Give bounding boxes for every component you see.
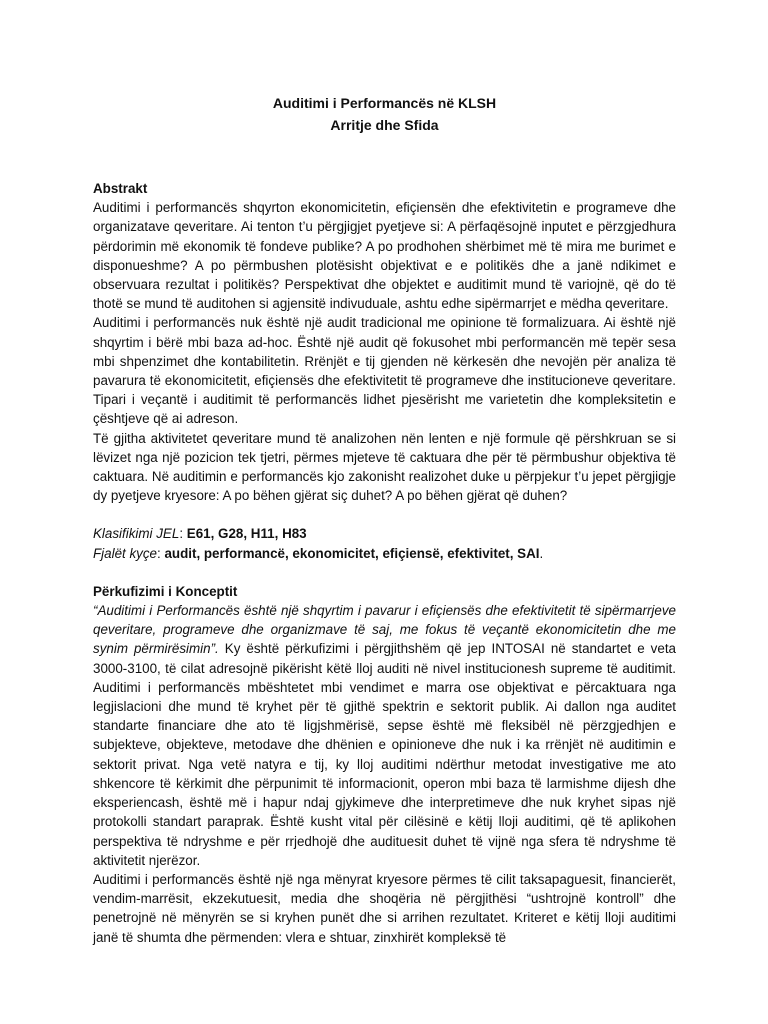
concept-paragraph-1-text: Ky është përkufizimi i përgjithshëm që jep INTOSAI në standartet e veta 3000-3100, të cilat adresojnë pikërisht këtë lloj auditi në nivel institucionesh supreme të auditimit. Auditimi i performancës mbështetet mbi vendimet e marra ose objektivat e përcaktuara nga legjislacioni dhe mund të kryhet për të gjithë spektrin e sektorit publik. Ai dallon nga auditet standarte financiare dhe ato të ligjshmërisë, sepse është më fleksibël në përzgjedhjen e subjekteve, objekteve, metodave dhe dhënien e opinioneve dhe nuk i ka rrënjët në auditimin e sektorit privat. Nga vetë natyra e tij, ky lloj auditimi ndërthur metodat investigative me ato shkencore të kërkimit dhe përpunimit të informacionit, operon mbi baza të larmishme dijesh dhe eksperiencash, është më i hapur ndaj gjykimeve dhe interpretimeve dhe nuk kryhet sipas një protokolli standart paraprak. Është kusht vital për cilësinë e këtij lloji auditimi, që të aplikohen perspektiva të ndryshme e për rrjedhojë dhe audituesit duhet të vijnë nga sfera të ndryshme të aktivitetit njerëzor. xyxy=(93,641,676,868)
keywords-separator: : xyxy=(157,545,165,561)
document-page xyxy=(93,93,676,947)
keywords-label: Fjalët kyçe xyxy=(93,545,157,561)
abstract-section xyxy=(93,179,676,505)
title-line-2: Arritje dhe Sfida xyxy=(330,116,439,133)
concept-section xyxy=(93,582,676,947)
jel-label: Klasifikimi JEL xyxy=(93,526,180,542)
spacer xyxy=(93,563,676,582)
abstract-paragraph-2: Auditimi i performancës nuk është një audit tradicional me opinione të formalizuara. Ai është një shqyrtim i bërë mbi baza ad-hoc. Është një audit që fokusohet mbi performancën më tepër sesa mbi shpenzimet dhe kontabilitetin. Rrënjët e tij gjenden në kërkesën dhe nevojën për analiza të pavarura të ekonomicitetit, efiçiensës dhe efektivitetit të programeve dhe institucioneve qeveritare. Tipari i veçantë i auditimit të performancës lidhet pjesërisht me varietetin dhe kompleksitetin e çështjeve që ai adreson. xyxy=(93,315,676,427)
title-line-1: Auditimi i Performancës në KLSH xyxy=(272,95,497,111)
intosai-quote: “Auditimi i Performancës është një shqyrtim i pavarur i efiçiensës dhe efektivitetit të sipërmarrjeve qeveritare, programeve dhe organizmave të saj, me fokus të veçantë ekonomicitetin dhe me synim përmirësimin”. xyxy=(93,603,676,657)
abstract-paragraph-1: Auditimi i performancës shqyrton ekonomicitetin, efiçiensën dhe efektivitetin e programeve dhe organizatave qeveritare. Ai tenton t’u përgjigjet pyetjeve si: A përfaqësojnë inputet e përzgjedhura përdorimin më ekonomik të fondeve publike? A po prodhohen shërbimet më të mira me burimet e disponueshme? A po përmbushen plotësisht objektivat e e politikës dhe a janë ndikimet e observuara rezultat i politikës? Perspektivat dhe objektet e auditimit mund të variojnë, që do të thotë se mund të auditohen si agjensitë indivuduale, ashtu edhe sipërmarrjet e mëdha qeveritare. xyxy=(93,200,676,312)
concept-heading: Përkufizimi i Konceptit xyxy=(93,583,238,599)
abstract-heading: Abstrakt xyxy=(93,181,148,196)
jel-codes: E61, G28, H11, H83 xyxy=(186,526,307,542)
concept-paragraph-1 xyxy=(93,601,676,870)
keywords-end: . xyxy=(539,545,544,561)
document-title xyxy=(93,93,676,136)
classification-block xyxy=(93,524,676,562)
jel-line xyxy=(93,524,676,543)
abstract-paragraph-3: Të gjitha aktivitetet qeveritare mund të analizohen nën lenten e një formule që përshkruan se si lëvizet nga një pozicion tek tjetri, përmes mjeteve të caktuara dhe për të përmbushur objektiva të caktuara. Në auditimin e performancës kjo zakonisht realizohet duke u përpjekur t’u jepet përgjigje dy pyetjeve kryesore: A po bëhen gjërat siç duhet? A po bëhen gjërat që duhen? xyxy=(93,430,676,504)
spacer xyxy=(93,505,676,524)
jel-separator: : xyxy=(179,526,187,542)
concept-paragraph-2: Auditimi i performancës është një nga mënyrat kryesore përmes të cilit taksapaguesit, financierët, vendim-marrësit, ekzekutuesit, media dhe shoqëria në përgjithësi “ushtrojnë kontroll” dhe penetrojnë në mënyrën se si kryhen punët dhe si arrihen rezultatet. Kriteret e këtij lloji auditimi janë të shumta dhe përmenden: vlera e shtuar, zinxhirët kompleksë të xyxy=(93,871,676,945)
keywords-values: audit, performancë, ekonomicitet, efiçiensë, efektivitet, SAI xyxy=(164,545,540,561)
keywords-line xyxy=(93,544,676,563)
